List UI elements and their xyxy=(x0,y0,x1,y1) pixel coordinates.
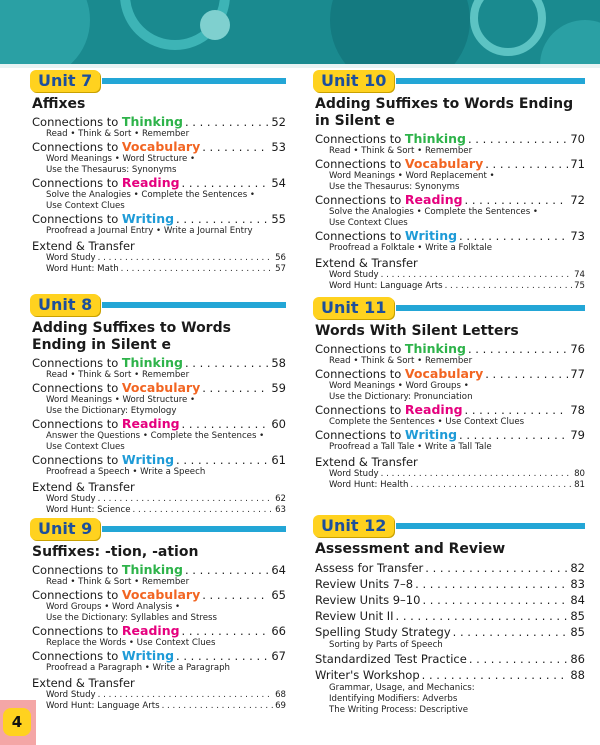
toc-entry-row xyxy=(315,367,585,381)
leader-dots xyxy=(182,176,270,190)
extend-item xyxy=(329,281,585,292)
entry-prefix: Connections to xyxy=(32,381,122,395)
entry-keyword: Vocabulary xyxy=(404,156,484,171)
page-ref: 70 xyxy=(570,132,585,146)
leader-dots xyxy=(422,667,569,683)
toc-entry-row xyxy=(315,651,585,667)
page-ref: 85 xyxy=(570,609,585,623)
extend-item xyxy=(46,264,286,275)
extend-item xyxy=(329,469,585,480)
leader-dots xyxy=(469,651,569,667)
page-ref: 76 xyxy=(570,342,585,356)
leader-dots xyxy=(98,690,273,701)
unit-tab-label: Unit 10 xyxy=(313,70,394,92)
page-ref: 61 xyxy=(271,453,286,467)
entry-keyword: Thinking xyxy=(404,341,466,356)
entry-prefix: Connections to xyxy=(315,403,405,417)
toc-entry-row xyxy=(315,342,585,356)
unit-tab xyxy=(30,294,286,316)
entry-prefix: Connections to xyxy=(32,624,122,638)
unit-tab-rule xyxy=(102,526,286,532)
unit-title: Affixes xyxy=(32,96,86,112)
entry-keyword: Reading xyxy=(404,402,463,417)
unit-section xyxy=(313,297,585,491)
extend-label xyxy=(32,480,286,494)
unit-tab xyxy=(313,515,585,537)
toc-entry xyxy=(315,428,585,453)
toc-entry xyxy=(315,367,585,403)
entry-keyword: Vocabulary xyxy=(121,380,201,395)
toc-entry xyxy=(315,624,585,651)
banner-edge xyxy=(0,64,600,68)
toc-entry-row xyxy=(32,381,286,395)
leader-dots xyxy=(182,417,270,431)
entry-activities: Word Groups • Word Analysis • xyxy=(46,602,181,612)
unit-tab-rule xyxy=(396,78,585,84)
entry-keyword: Reading xyxy=(121,623,180,638)
extend-item-label: Word Study xyxy=(329,270,379,280)
entry-activities: Sorting by Parts of Speech xyxy=(329,640,443,650)
toc-entry-label xyxy=(32,115,183,129)
entry-prefix: Connections to xyxy=(315,193,405,207)
entry-activities: Use Context Clues xyxy=(46,442,125,452)
page-ref: 52 xyxy=(271,115,286,129)
entry-activities: Use Context Clues xyxy=(329,218,408,228)
page-ref: 69 xyxy=(275,701,286,711)
toc-entry xyxy=(32,176,286,212)
entry-activities: Word Meanings • Word Structure • xyxy=(46,154,196,164)
extend-item-label: Word Study xyxy=(46,494,96,504)
toc-entry-row xyxy=(32,624,286,638)
page-number-tab xyxy=(0,700,36,745)
toc-entry xyxy=(315,651,585,667)
leader-dots xyxy=(176,212,269,226)
page-ref: 85 xyxy=(570,625,585,639)
page-ref: 63 xyxy=(275,505,286,515)
toc-entry xyxy=(32,453,286,478)
entry-activities: Use the Thesaurus: Synonyms xyxy=(329,182,460,192)
entry-keyword: Thinking xyxy=(121,562,183,577)
entry-keyword: Thinking xyxy=(404,131,466,146)
toc-entry-row xyxy=(32,588,286,602)
leader-dots xyxy=(396,608,569,624)
leader-dots xyxy=(202,588,269,602)
entry-activities: Use the Dictionary: Syllables and Stress xyxy=(46,613,217,623)
toc-entry xyxy=(315,229,585,254)
entry-prefix: Connections to xyxy=(315,132,405,146)
toc-entry-row xyxy=(32,140,286,154)
extend-label-text: Extend & Transfer xyxy=(32,480,135,494)
leader-dots xyxy=(133,505,274,516)
toc-entry-row xyxy=(32,563,286,577)
entry-activities: Solve the Analogies • Complete the Sentences • xyxy=(46,190,255,200)
toc-entry-row xyxy=(32,212,286,226)
unit-tab-label: Unit 8 xyxy=(30,294,100,316)
toc-entry xyxy=(32,212,286,237)
extend-item-label: Word Hunt: Health xyxy=(329,480,409,490)
toc-entry-row xyxy=(32,356,286,370)
toc-entry-row xyxy=(315,624,585,640)
page-ref: 67 xyxy=(271,649,286,663)
toc-entry xyxy=(315,193,585,229)
toc-entry xyxy=(315,132,585,157)
page-number: 4 xyxy=(3,708,31,736)
toc-entry-label: Review Unit II xyxy=(315,609,394,623)
toc-entry xyxy=(315,608,585,624)
toc-entry-label xyxy=(315,229,457,243)
entry-activities: Word Meanings • Word Replacement • xyxy=(329,171,495,181)
page-ref: 65 xyxy=(271,588,286,602)
entry-keyword: Reading xyxy=(404,192,463,207)
extend-item xyxy=(46,505,286,516)
entry-activities: Use the Thesaurus: Synonyms xyxy=(46,165,177,175)
leader-dots xyxy=(459,229,568,243)
unit-title: Words With Silent Letters xyxy=(315,323,519,339)
leader-dots xyxy=(485,157,568,171)
entry-activities: Proofread a Speech • Write a Speech xyxy=(46,467,206,477)
page-ref: 68 xyxy=(275,690,286,700)
entry-prefix: Connections to xyxy=(315,428,405,442)
leader-dots xyxy=(485,367,568,381)
unit-tab xyxy=(30,518,286,540)
unit-section xyxy=(30,294,286,516)
toc-entry-label xyxy=(315,342,466,356)
leader-dots xyxy=(465,193,569,207)
page-ref: 82 xyxy=(570,561,585,575)
entry-activities: Proofread a Journal Entry • Write a Journal Entry xyxy=(46,226,253,236)
entry-prefix: Connections to xyxy=(315,229,405,243)
leader-dots xyxy=(176,453,269,467)
page-ref: 83 xyxy=(570,577,585,591)
entry-activities: Read • Think & Sort • Remember xyxy=(46,577,190,587)
toc-content xyxy=(30,70,585,720)
entry-activities: Identifying Modifiers: Adverbs xyxy=(329,694,458,704)
unit-section xyxy=(30,70,286,275)
toc-entry-label: Review Units 9–10 xyxy=(315,593,421,607)
toc-entry-label xyxy=(315,193,463,207)
leader-dots xyxy=(468,132,568,146)
entry-prefix: Connections to xyxy=(32,140,122,154)
toc-entry xyxy=(315,592,585,608)
toc-entry-row xyxy=(315,157,585,171)
toc-entry xyxy=(32,563,286,588)
entry-keyword: Reading xyxy=(121,175,180,190)
entry-activities: Word Meanings • Word Groups • xyxy=(329,381,469,391)
toc-entry-row xyxy=(32,417,286,431)
page-ref: 74 xyxy=(574,270,585,280)
toc-entry-label xyxy=(32,356,183,370)
entry-activities: Read • Think & Sort • Remember xyxy=(329,146,473,156)
entry-activities: Word Meanings • Word Structure • xyxy=(46,395,196,405)
extend-item xyxy=(46,690,286,701)
unit-title: Adding Suffixes to Words Ending in Silent e xyxy=(32,320,231,353)
decorative-banner xyxy=(0,0,600,64)
toc-entry-row xyxy=(315,576,585,592)
leader-dots xyxy=(121,264,273,275)
extend-item-label: Word Hunt: Language Arts xyxy=(46,701,160,711)
extend-label xyxy=(315,455,585,469)
toc-entry xyxy=(32,624,286,649)
unit-section xyxy=(313,70,585,292)
extend-item xyxy=(329,480,585,491)
toc-entry-row xyxy=(32,453,286,467)
leader-dots xyxy=(185,563,269,577)
entry-activities: Proofread a Paragraph • Write a Paragraph xyxy=(46,663,230,673)
toc-entry-label xyxy=(315,367,483,381)
toc-entry-row xyxy=(32,649,286,663)
page-ref: 54 xyxy=(271,176,286,190)
toc-entry-row xyxy=(315,608,585,624)
unit-tab-rule xyxy=(102,78,286,84)
toc-entry xyxy=(315,157,585,193)
entry-keyword: Thinking xyxy=(121,114,183,129)
extend-item-label: Word Study xyxy=(329,469,379,479)
entry-activities: Proofread a Folktale • Write a Folktale xyxy=(329,243,493,253)
entry-activities: Replace the Words • Use Context Clues xyxy=(46,638,216,648)
toc-entry xyxy=(32,381,286,417)
toc-entry xyxy=(315,576,585,592)
entry-keyword: Writing xyxy=(404,228,458,243)
entry-prefix: Connections to xyxy=(32,356,122,370)
toc-entry-label xyxy=(32,417,180,431)
toc-entry-row xyxy=(32,176,286,190)
leader-dots xyxy=(202,140,269,154)
extend-label-text: Extend & Transfer xyxy=(315,455,418,469)
leader-dots xyxy=(185,115,269,129)
toc-entry-row xyxy=(315,132,585,146)
toc-entry xyxy=(32,140,286,176)
extend-transfer xyxy=(32,480,286,516)
page-ref: 72 xyxy=(570,193,585,207)
entry-keyword: Writing xyxy=(121,648,175,663)
page-ref: 88 xyxy=(570,668,585,682)
extend-transfer xyxy=(315,455,585,491)
entry-activities: Grammar, Usage, and Mechanics: xyxy=(329,683,475,693)
toc-entry-row xyxy=(315,560,585,576)
entry-keyword: Writing xyxy=(121,211,175,226)
toc-entry-label xyxy=(315,428,457,442)
toc-entry-label xyxy=(315,403,463,417)
entry-keyword: Writing xyxy=(404,427,458,442)
page-ref: 78 xyxy=(570,403,585,417)
toc-entry xyxy=(32,649,286,674)
toc-entry xyxy=(315,342,585,367)
leader-dots xyxy=(459,428,568,442)
entry-activities: Use the Dictionary: Pronunciation xyxy=(329,392,473,402)
entry-keyword: Vocabulary xyxy=(121,139,201,154)
leader-dots xyxy=(410,480,572,491)
unit-section xyxy=(313,515,585,716)
toc-entry xyxy=(315,403,585,428)
extend-item xyxy=(46,701,286,712)
unit-tab-rule xyxy=(396,523,585,529)
toc-entry-label: Standardized Test Practice xyxy=(315,652,467,666)
page-ref: 58 xyxy=(271,356,286,370)
entry-activities: Read • Think & Sort • Remember xyxy=(46,129,190,139)
toc-entry-label xyxy=(32,563,183,577)
page-ref: 81 xyxy=(574,480,585,490)
page-ref: 55 xyxy=(271,212,286,226)
toc-entry-label: Spelling Study Strategy xyxy=(315,625,451,639)
extend-item xyxy=(329,270,585,281)
toc-entry-label xyxy=(32,176,180,190)
toc-entry xyxy=(32,417,286,453)
unit-tab-rule xyxy=(102,302,286,308)
toc-entry-row xyxy=(315,592,585,608)
extend-item-label: Word Study xyxy=(46,690,96,700)
unit-section xyxy=(30,518,286,712)
entry-activities: Use the Dictionary: Etymology xyxy=(46,406,177,416)
page-ref: 56 xyxy=(275,253,286,263)
leader-dots xyxy=(468,342,568,356)
toc-entry-label xyxy=(32,588,200,602)
unit-tab-label: Unit 9 xyxy=(30,518,100,540)
unit-tab xyxy=(313,70,585,92)
leader-dots xyxy=(182,624,270,638)
leader-dots xyxy=(422,592,568,608)
extend-label xyxy=(32,676,286,690)
entry-prefix: Connections to xyxy=(32,417,122,431)
toc-entry-label xyxy=(32,649,174,663)
entry-prefix: Connections to xyxy=(32,115,122,129)
entry-prefix: Connections to xyxy=(315,157,405,171)
leader-dots xyxy=(98,253,273,264)
page-ref: 60 xyxy=(271,417,286,431)
unit-tab-rule xyxy=(396,305,585,311)
leader-dots xyxy=(162,701,273,712)
entry-keyword: Thinking xyxy=(121,355,183,370)
unit-tab xyxy=(313,297,585,319)
extend-item-label: Word Hunt: Language Arts xyxy=(329,281,443,291)
toc-entry-row xyxy=(315,428,585,442)
entry-keyword: Reading xyxy=(121,416,180,431)
extend-item xyxy=(46,494,286,505)
page-ref: 62 xyxy=(275,494,286,504)
unit-title: Adding Suffixes to Words Ending in Silent e xyxy=(315,96,574,129)
unit-title: Suffixes: -tion, -ation xyxy=(32,544,199,560)
extend-item-label: Word Hunt: Math xyxy=(46,264,119,274)
toc-entry xyxy=(315,560,585,576)
leader-dots xyxy=(453,624,569,640)
toc-entry-row xyxy=(32,115,286,129)
entry-prefix: Connections to xyxy=(32,176,122,190)
entry-prefix: Connections to xyxy=(315,342,405,356)
page-ref: 75 xyxy=(574,281,585,291)
entry-activities: Read • Think & Sort • Remember xyxy=(329,356,473,366)
toc-entry-row xyxy=(315,403,585,417)
unit-tab-label: Unit 7 xyxy=(30,70,100,92)
toc-entry xyxy=(32,115,286,140)
unit-tab xyxy=(30,70,286,92)
page-ref: 86 xyxy=(570,652,585,666)
entry-prefix: Connections to xyxy=(32,453,122,467)
extend-item xyxy=(46,253,286,264)
extend-transfer xyxy=(32,676,286,712)
entry-prefix: Connections to xyxy=(32,563,122,577)
toc-entry-row xyxy=(315,667,585,683)
entry-prefix: Connections to xyxy=(32,588,122,602)
toc-entry-label xyxy=(315,132,466,146)
page-ref: 84 xyxy=(570,593,585,607)
unit-tab-label: Unit 12 xyxy=(313,515,394,537)
leader-dots xyxy=(445,281,572,292)
leader-dots xyxy=(425,560,568,576)
leader-dots xyxy=(415,576,568,592)
page-ref: 77 xyxy=(570,367,585,381)
toc-entry-label xyxy=(32,453,174,467)
entry-activities: The Writing Process: Descriptive xyxy=(329,705,468,715)
extend-label xyxy=(32,239,286,253)
page-ref: 64 xyxy=(271,563,286,577)
leader-dots xyxy=(98,494,273,505)
extend-label xyxy=(315,256,585,270)
leader-dots xyxy=(202,381,269,395)
entry-keyword: Writing xyxy=(121,452,175,467)
extend-transfer xyxy=(315,256,585,292)
leader-dots xyxy=(381,270,572,281)
extend-label-text: Extend & Transfer xyxy=(32,676,135,690)
page-ref: 71 xyxy=(570,157,585,171)
page-ref: 53 xyxy=(271,140,286,154)
page-ref: 57 xyxy=(275,264,286,274)
toc-entry-label xyxy=(32,212,174,226)
entry-prefix: Connections to xyxy=(315,367,405,381)
page-ref: 79 xyxy=(570,428,585,442)
leader-dots xyxy=(465,403,569,417)
unit-title: Assessment and Review xyxy=(315,541,506,557)
leader-dots xyxy=(381,469,572,480)
entry-prefix: Connections to xyxy=(32,212,122,226)
entry-activities: Solve the Analogies • Complete the Sentences • xyxy=(329,207,538,217)
page-ref: 66 xyxy=(271,624,286,638)
extend-label-text: Extend & Transfer xyxy=(32,239,135,253)
toc-entry-row xyxy=(315,193,585,207)
entry-prefix: Connections to xyxy=(32,649,122,663)
extend-label-text: Extend & Transfer xyxy=(315,256,418,270)
extend-item-label: Word Study xyxy=(46,253,96,263)
entry-activities: Proofread a Tall Tale • Write a Tall Tale xyxy=(329,442,492,452)
extend-item-label: Word Hunt: Science xyxy=(46,505,131,515)
leader-dots xyxy=(185,356,269,370)
extend-transfer xyxy=(32,239,286,275)
entry-activities: Complete the Sentences • Use Context Clues xyxy=(329,417,525,427)
toc-entry-label: Assess for Transfer xyxy=(315,561,424,575)
toc-entry-row xyxy=(315,229,585,243)
toc-entry xyxy=(315,667,585,716)
entry-keyword: Vocabulary xyxy=(404,366,484,381)
entry-activities: Answer the Questions • Complete the Sentences • xyxy=(46,431,265,441)
toc-entry xyxy=(32,356,286,381)
toc-entry-label xyxy=(315,157,483,171)
entry-activities: Read • Think & Sort • Remember xyxy=(46,370,190,380)
toc-entry-label xyxy=(32,624,180,638)
page-ref: 73 xyxy=(570,229,585,243)
page-ref: 80 xyxy=(574,469,585,479)
toc-entry-label: Writer's Workshop xyxy=(315,668,420,682)
page-ref: 59 xyxy=(271,381,286,395)
unit-tab-label: Unit 11 xyxy=(313,297,394,319)
toc-entry xyxy=(32,588,286,624)
toc-entry-label: Review Units 7–8 xyxy=(315,577,414,591)
entry-activities: Use Context Clues xyxy=(46,201,125,211)
leader-dots xyxy=(176,649,269,663)
entry-keyword: Vocabulary xyxy=(121,587,201,602)
toc-entry-label xyxy=(32,140,200,154)
toc-entry-label xyxy=(32,381,200,395)
